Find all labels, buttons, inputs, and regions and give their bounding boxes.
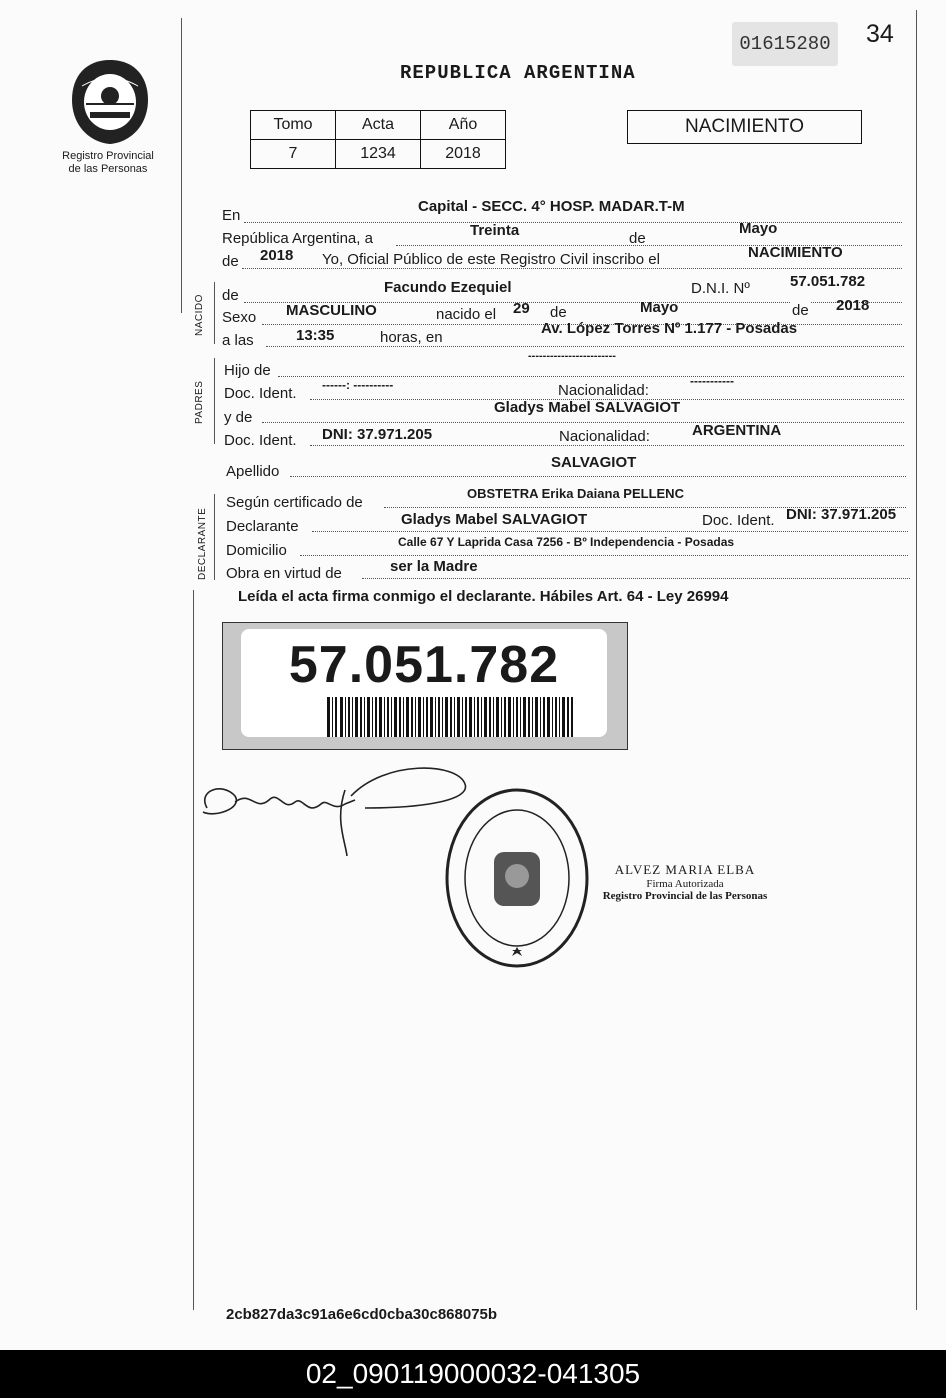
obra-label: Obra en virtud de <box>226 565 342 582</box>
nacido-de3-label: de <box>792 302 809 319</box>
record-table <box>250 110 506 169</box>
apellido-label: Apellido <box>226 463 280 480</box>
tomo-value: 7 <box>251 140 336 169</box>
declarante-section-label: DECLARANTE <box>197 507 208 580</box>
footer-id: 02_090119000032-041305 <box>0 1350 946 1398</box>
dni-card <box>222 622 628 750</box>
alas-label: a las <box>222 332 254 349</box>
nac2-label: Nacionalidad: <box>559 428 650 445</box>
dotted-line <box>266 344 904 347</box>
nacido-anio: 2018 <box>836 297 870 314</box>
nacido-dni: 57.051.782 <box>790 273 866 290</box>
country-title: REPUBLICA ARGENTINA <box>400 62 636 84</box>
dotted-line <box>244 220 902 223</box>
en-value: Capital - SECC. 4° HOSP. MADAR.T-M <box>418 198 685 215</box>
hijo-de-label: Hijo de <box>224 362 271 379</box>
dni-card-number: 57.051.782 <box>288 636 560 694</box>
nacido-de2-label: de <box>550 304 567 321</box>
apellido-value: SALVAGIOT <box>551 454 637 471</box>
registry-seal <box>444 786 590 970</box>
nacido-lugar: Av. López Torres Nº 1.177 - Posadas <box>541 320 798 337</box>
registry-label-line2: de las Personas <box>68 163 148 175</box>
serial-stamp: 01615280 <box>732 22 838 66</box>
obra-value: ser la Madre <box>390 558 478 575</box>
nac1-label: Nacionalidad: <box>558 382 649 399</box>
dia-value: Treinta <box>470 222 520 239</box>
declarante-bracket <box>214 494 215 580</box>
registry-label <box>52 150 164 176</box>
nacido-section-label: NACIDO <box>194 294 205 336</box>
horas-label: horas, en <box>380 329 443 346</box>
domicilio-value: Calle 67 Y Laprida Casa 7256 - Bº Independencia - Posadas <box>398 535 735 549</box>
registry-label-line1: Registro Provincial <box>62 150 154 162</box>
leida-statement: Leída el acta firma conmigo el declarante. Hábiles Art. 64 - Ley 26994 <box>238 588 729 605</box>
dotted-line <box>290 474 906 477</box>
mes-value: Mayo <box>739 220 778 237</box>
domicilio-label: Domicilio <box>226 542 287 559</box>
madre-value: Gladys Mabel SALVAGIOT <box>494 399 681 416</box>
page-number: 34 <box>866 20 894 48</box>
doc1-label: Doc. Ident. <box>224 385 297 402</box>
nac1-value: ----------- <box>690 374 734 388</box>
padres-bracket <box>214 358 215 444</box>
segun-label: Según certificado de <box>226 494 363 511</box>
ano-value: 2018 <box>421 140 506 169</box>
padre-value: ------------------------ <box>528 350 616 362</box>
acta-value: 1234 <box>336 140 421 169</box>
left-margin-line-lower <box>193 590 194 1310</box>
dni-card-inner <box>241 629 607 737</box>
officer-role: Firma Autorizada <box>646 878 724 890</box>
dotted-line <box>278 374 904 377</box>
nacido-bracket <box>214 282 215 344</box>
officer-block <box>590 862 780 902</box>
barcode <box>327 697 573 737</box>
doc1-value: ------: ---------- <box>322 378 394 392</box>
declarante-label: Declarante <box>226 518 299 535</box>
dotted-line <box>312 529 908 532</box>
nacido-nombre: Facundo Ezequiel <box>384 279 512 296</box>
doc2-label: Doc. Ident. <box>224 432 297 449</box>
de-label: de <box>629 230 646 247</box>
padres-section-label: PADRES <box>194 380 205 424</box>
record-type-box: NACIMIENTO <box>627 110 862 144</box>
oficial-label: Yo, Oficial Público de este Registro Civil inscribo el <box>322 251 660 268</box>
right-margin-line <box>916 10 917 1310</box>
declarant-signature <box>195 760 475 860</box>
ano-label: Año <box>421 111 506 140</box>
y-de-label: y de <box>224 409 253 426</box>
nacido-de-label: de <box>222 287 239 304</box>
en-label: En <box>222 207 241 224</box>
de2-label: de <box>222 253 239 270</box>
acta-label: Acta <box>336 111 421 140</box>
anio-value: 2018 <box>260 247 294 264</box>
sexo-value: MASCULINO <box>286 302 377 319</box>
declarante-value: Gladys Mabel SALVAGIOT <box>401 511 588 528</box>
declarante-doc-label: Doc. Ident. <box>702 512 775 529</box>
document-hash: 2cb827da3c91a6e6cd0cba30c868075b <box>226 1306 498 1323</box>
officer-office: Registro Provincial de las Personas <box>602 890 768 902</box>
republica-label: República Argentina, a <box>222 230 373 247</box>
nac2-value: ARGENTINA <box>692 422 782 439</box>
province-logo <box>64 56 156 148</box>
left-margin-line <box>181 18 182 313</box>
officer-name: ALVEZ MARIA ELBA <box>614 862 756 877</box>
nacido-mes: Mayo <box>640 299 679 316</box>
sexo-label: Sexo <box>222 309 257 326</box>
inscribo-value: NACIMIENTO <box>748 244 843 261</box>
segun-value: OBSTETRA Erika Daiana PELLENC <box>467 486 684 501</box>
dotted-line <box>300 553 908 556</box>
dni-label: D.N.I. Nº <box>691 280 750 297</box>
dotted-line <box>262 420 904 423</box>
nacido-el-label: nacido el <box>436 306 497 323</box>
hora-value: 13:35 <box>296 327 335 344</box>
tomo-label: Tomo <box>251 111 336 140</box>
declarante-doc-value: DNI: 37.971.205 <box>786 506 897 523</box>
doc2-value: DNI: 37.971.205 <box>322 426 433 443</box>
dotted-line <box>362 576 910 579</box>
nacido-dia: 29 <box>513 300 530 317</box>
